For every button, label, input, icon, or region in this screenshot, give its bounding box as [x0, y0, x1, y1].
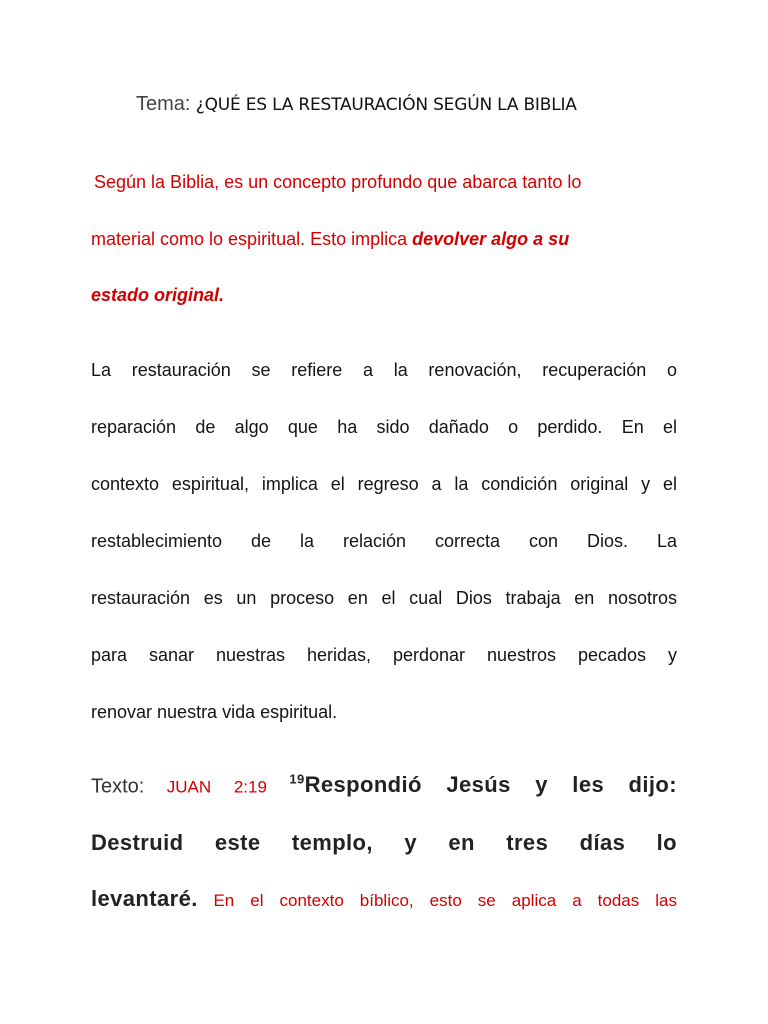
intro-line-1: Según la Biblia, es un concepto profundo que abarca tanto lo	[94, 172, 582, 192]
verse-text-1: Respondió Jesús y les dijo:	[304, 772, 677, 798]
verse-line-1	[289, 772, 677, 797]
body-line-7: renovar nuestra vida espiritual.	[91, 702, 338, 722]
verse-line-3: levantaré.	[91, 886, 198, 911]
intro-line-2	[91, 229, 569, 250]
intro-emphasis-2: estado original.	[91, 285, 225, 305]
body-line-1: La restauración se refiere a la renovación, recuperación o	[91, 360, 677, 380]
texto-line-3	[91, 886, 677, 912]
verse-line-2: Destruid este templo, y en tres días lo	[91, 830, 677, 855]
body-line-4: restablecimiento de la relación correcta con Dios. La	[91, 531, 677, 551]
title-label: Tema:	[136, 93, 191, 115]
texto-label: Texto:	[91, 775, 145, 798]
body-line-5: restauración es un proceso en el cual Dios trabaja en nosotros	[91, 588, 677, 608]
body-paragraph	[91, 360, 677, 730]
body-line-2: reparación de algo que ha sido dañado o perdido. En el	[91, 417, 677, 437]
context-text: En el contexto bíblico, esto se aplica a todas las	[213, 891, 677, 910]
body-line-3: contexto espiritual, implica el regreso a la condición original y el	[91, 474, 677, 494]
intro-line-2-plain: material como lo espiritual. Esto implica	[91, 229, 413, 249]
body-line-6: para sanar nuestras heridas, perdonar nuestros pecados y	[91, 645, 677, 665]
verse-number: 19	[289, 772, 305, 787]
page-title	[136, 93, 656, 116]
scripture-reference: JUAN 2:19	[166, 777, 267, 797]
title-text: ¿QUÉ ES LA RESTAURACIÓN SEGÚN LA BIBLIA	[195, 95, 577, 115]
intro-paragraph	[91, 172, 677, 312]
texto-section	[91, 772, 677, 932]
intro-emphasis-1: devolver algo a su	[412, 229, 570, 249]
texto-line-1	[91, 772, 677, 806]
